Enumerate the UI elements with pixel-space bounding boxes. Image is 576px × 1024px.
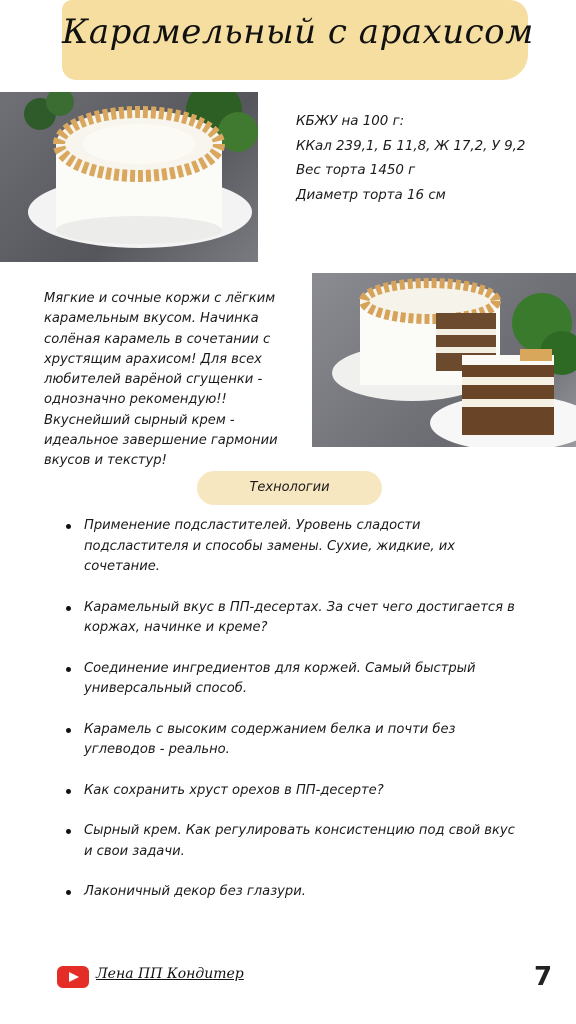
- list-item: [60, 720, 520, 761]
- list-item: [60, 781, 520, 802]
- bullet-icon: [66, 890, 71, 895]
- nutrition-info: [296, 110, 566, 208]
- bullet-icon: [66, 606, 71, 611]
- page-number: 7: [534, 962, 553, 992]
- bullet-icon: [66, 524, 71, 529]
- bullet-icon: [66, 667, 71, 672]
- technology-list: [60, 516, 520, 923]
- cake-photo-whole: [0, 92, 258, 262]
- nutrition-macros: ККал 239,1, Б 11,8, Ж 17,2, У 9,2: [296, 138, 526, 154]
- list-item-text: Применение подсластителей. Уровень сладости подсластителя и способы замены. Сухие, жидкие, их сочетание.: [84, 518, 455, 574]
- bullet-icon: [66, 789, 71, 794]
- list-item-text: Сырный крем. Как регулировать консистенцию под свой вкус и свои задачи.: [84, 823, 515, 859]
- nutrition-heading: КБЖУ на 100 г:: [296, 114, 405, 129]
- bullet-icon: [66, 829, 71, 834]
- list-item: [60, 882, 520, 903]
- list-item: [60, 516, 520, 578]
- bullet-icon: [66, 728, 71, 733]
- cake-diameter: Диаметр торта 16 см: [296, 187, 446, 203]
- cake-photo-slice: [312, 273, 576, 447]
- list-item: [60, 598, 520, 639]
- page-title: Карамельный с арахисом: [62, 12, 534, 52]
- list-item-text: Как сохранить хруст орехов в ПП-десерте?: [84, 782, 384, 798]
- list-item-text: Лаконичный декор без глазури.: [84, 884, 306, 899]
- list-item-text: Соединение ингредиентов для коржей. Самый быстрый универсальный способ.: [84, 660, 476, 696]
- list-item-text: Карамельный вкус в ПП-десертах. За счет чего достигается в коржах, начинке и креме?: [84, 599, 515, 635]
- youtube-icon[interactable]: [57, 966, 89, 988]
- cake-weight: Вес торта 1450 г: [296, 163, 416, 178]
- list-item: [60, 821, 520, 862]
- cake-description: Мягкие и сочные коржи с лёгким карамельным вкусом. Начинка солёная карамель в сочетании с хрустящим арахисом! Для всех любителей варёной сгущенки - однозначно рекомендую!! Вкуснейший сырный крем - идеальное завершение гармонии вкусов и текстур!: [44, 291, 278, 469]
- author-link[interactable]: Лена ПП Кондитер: [96, 966, 244, 982]
- list-item-text: Карамель с высоким содержанием белка и почти без углеводов - реально.: [84, 721, 456, 757]
- section-label: Технологии: [249, 480, 330, 495]
- list-item: [60, 659, 520, 700]
